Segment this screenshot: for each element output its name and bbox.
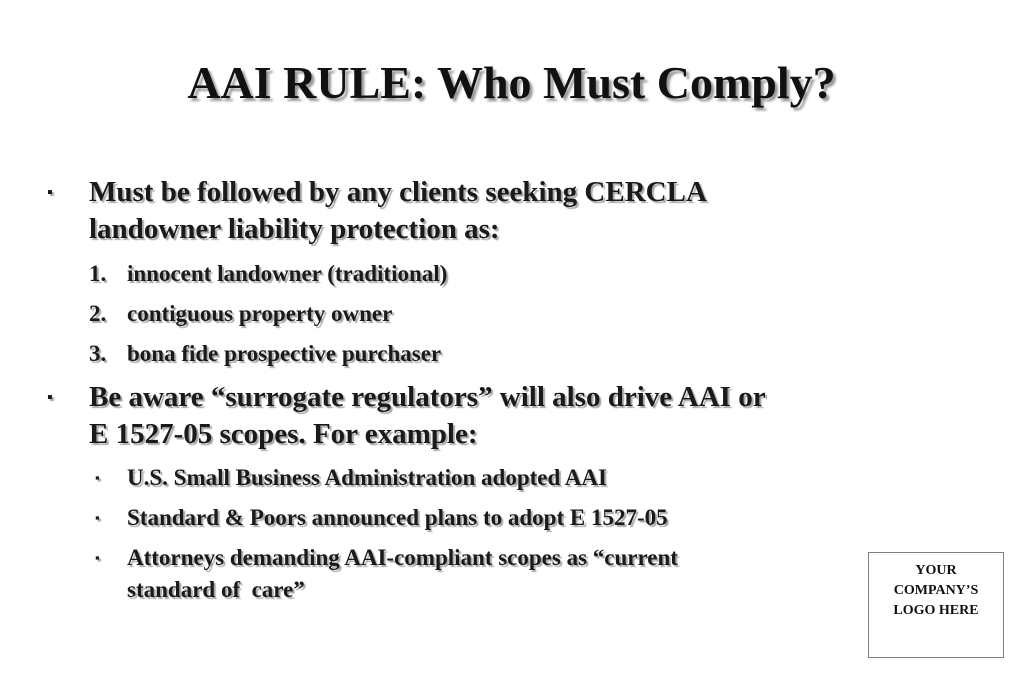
numbered-item-3 bbox=[89, 338, 442, 370]
sub-bullet-1 bbox=[95, 462, 607, 494]
item-number: 1. bbox=[89, 261, 107, 286]
bullet-1-line-2: landowner liability protection as: bbox=[89, 213, 500, 245]
logo-placeholder-text: YOUR COMPANY’S LOGO HERE bbox=[893, 563, 979, 618]
numbered-item-text: contiguous property owner bbox=[127, 301, 393, 326]
numbered-item-1 bbox=[89, 258, 448, 290]
numbered-item-2 bbox=[89, 298, 393, 330]
sub-bullet-2 bbox=[95, 502, 668, 534]
numbered-item-text: bona fide prospective purchaser bbox=[127, 341, 442, 366]
sub-bullet-text-line-1: Attorneys demanding AAI-compliant scopes as “current bbox=[127, 545, 678, 570]
bullet-2-line-2: E 1527-05 scopes. For example: bbox=[89, 418, 478, 450]
sub-bullet-text: U.S. Small Business Administration adopted AAI bbox=[127, 465, 607, 490]
numbered-item-text: innocent landowner (traditional) bbox=[127, 261, 448, 286]
sub-bullet-text: Standard & Poors announced plans to adopt E 1527-05 bbox=[127, 505, 668, 530]
bullet-2 bbox=[47, 379, 766, 453]
square-bullet-icon: ▪ bbox=[95, 550, 100, 565]
square-bullet-icon: ▪ bbox=[95, 510, 100, 525]
square-bullet-icon: ▪ bbox=[47, 389, 53, 406]
bullet-2-line-1: Be aware “surrogate regulators” will also drive AAI or bbox=[89, 381, 766, 413]
item-number: 3. bbox=[89, 341, 107, 366]
slide-title: AAI RULE: Who Must Comply? bbox=[187, 57, 836, 108]
bullet-1-line-1: Must be followed by any clients seeking CERCLA bbox=[89, 176, 707, 208]
bullet-1 bbox=[47, 174, 707, 248]
square-bullet-icon: ▪ bbox=[47, 184, 53, 201]
sub-bullet-text-line-2: standard of care” bbox=[127, 577, 305, 602]
square-bullet-icon: ▪ bbox=[95, 470, 100, 485]
logo-placeholder bbox=[868, 552, 1004, 658]
sub-bullet-3 bbox=[95, 542, 678, 606]
item-number: 2. bbox=[89, 301, 107, 326]
